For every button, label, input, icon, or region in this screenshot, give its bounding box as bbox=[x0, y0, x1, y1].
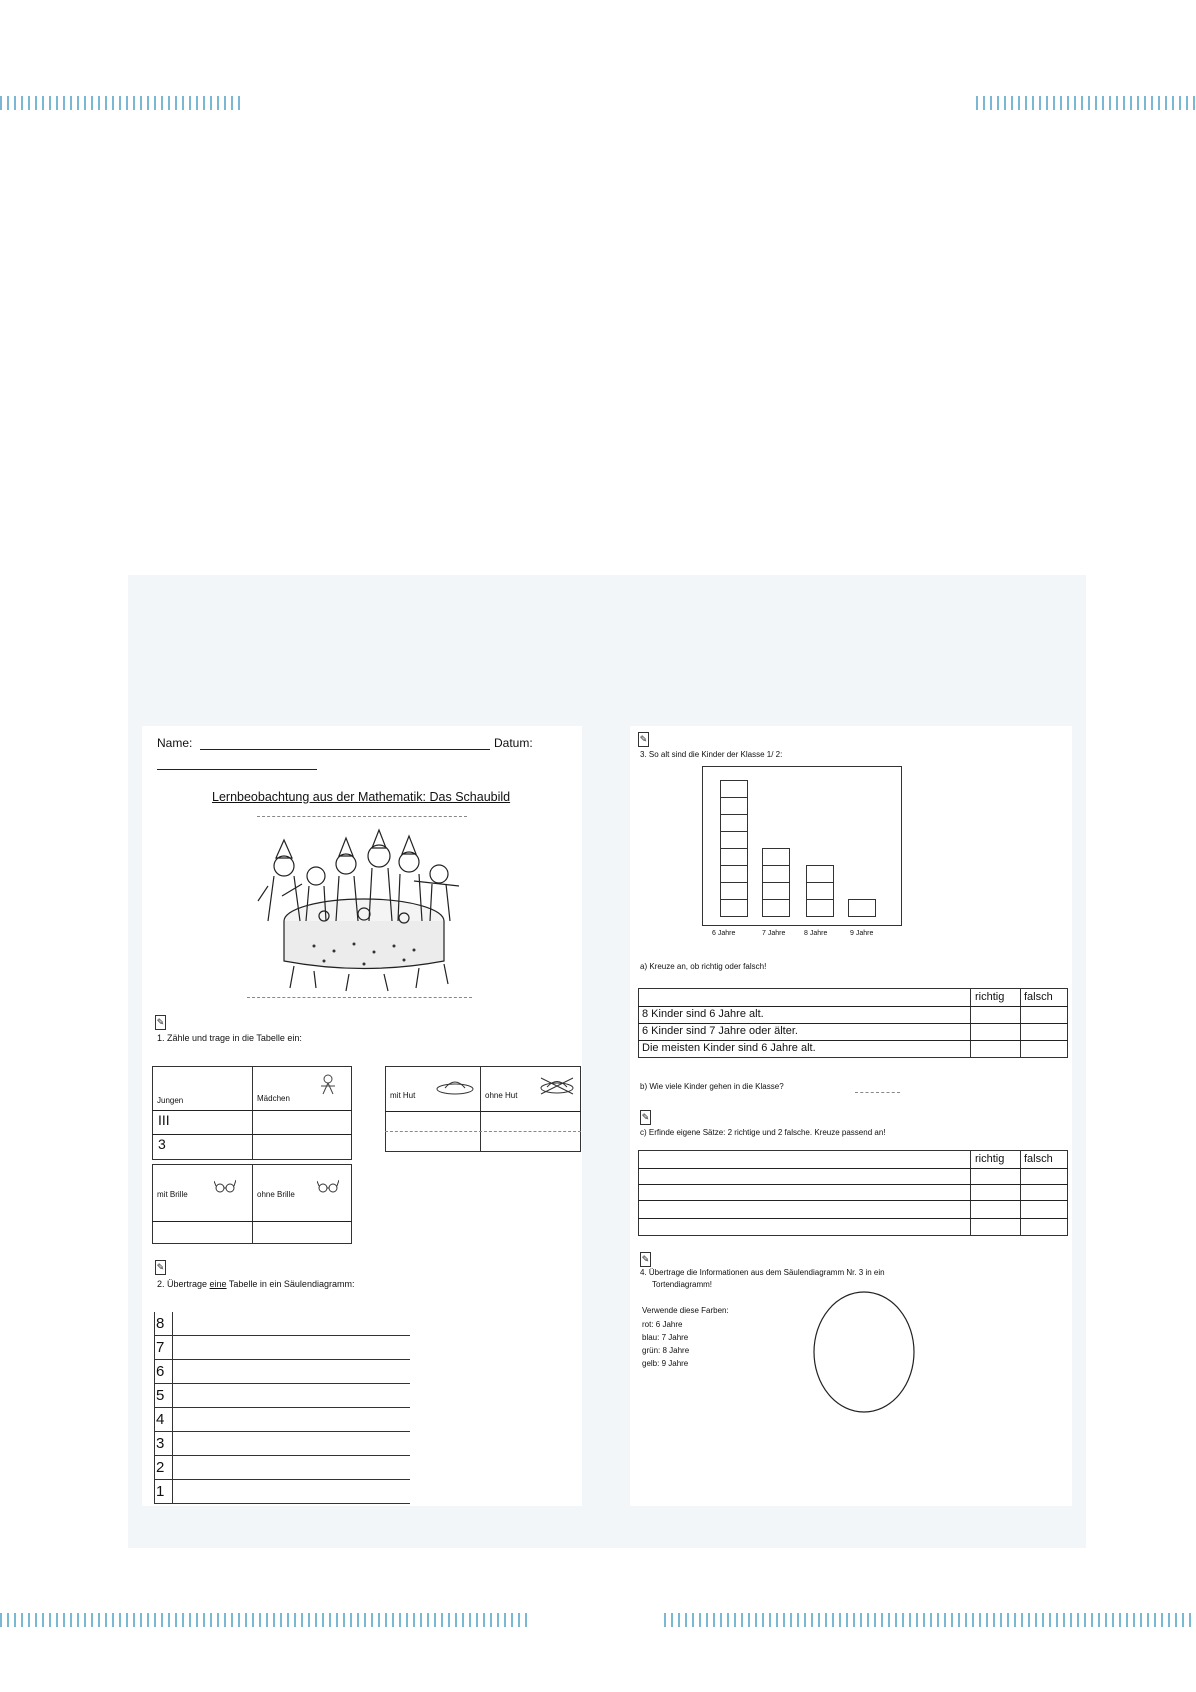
colors-title: Verwende diese Farben: bbox=[642, 1306, 729, 1315]
bottom-right-tick-rule bbox=[664, 1613, 1196, 1627]
child-head bbox=[430, 865, 448, 883]
task4-instruction-line1: 4. Übertrage die Informationen aus dem Säulendiagramm Nr. 3 in ein bbox=[640, 1268, 885, 1277]
task3c-pencil-icon: ✎ bbox=[640, 1110, 651, 1125]
bar-unit bbox=[720, 797, 748, 815]
col-without-hat: ohne Hut bbox=[485, 1091, 518, 1100]
bar-unit bbox=[848, 899, 876, 917]
grid-row: 7 bbox=[154, 1336, 410, 1360]
bar-unit bbox=[720, 780, 748, 798]
age-chart-labels bbox=[702, 930, 902, 944]
illustration-rule bbox=[247, 997, 472, 998]
color-legend-item: blau: 7 Jahre bbox=[642, 1333, 689, 1342]
bar-6-jahre bbox=[720, 780, 748, 916]
task4-pencil-icon: ✎ bbox=[640, 1252, 651, 1267]
bar-unit bbox=[806, 882, 834, 900]
child-head bbox=[399, 852, 419, 872]
bar-unit bbox=[762, 865, 790, 883]
pie-chart-circle bbox=[812, 1290, 916, 1414]
col-richtig: richtig bbox=[975, 991, 1005, 1003]
grid-row: 1 bbox=[154, 1480, 410, 1504]
bar-unit bbox=[720, 831, 748, 849]
col-girls: Mädchen bbox=[257, 1094, 290, 1103]
bar-unit bbox=[806, 865, 834, 883]
statement-3: Die meisten Kinder sind 6 Jahre alt. bbox=[642, 1042, 816, 1054]
grid-row: 5 bbox=[154, 1384, 410, 1408]
col-boys: Jungen bbox=[157, 1096, 184, 1105]
x-tick-label: 6 Jahre bbox=[712, 930, 736, 937]
task4-instruction-line2: Tortendiagramm! bbox=[652, 1280, 713, 1289]
worksheet-page-right bbox=[630, 726, 1072, 1506]
bar-unit bbox=[762, 848, 790, 866]
grid-row: 3 bbox=[154, 1432, 410, 1456]
grid-row: 4 bbox=[154, 1408, 410, 1432]
answer-line bbox=[855, 1092, 900, 1093]
bar-unit bbox=[720, 848, 748, 866]
grid-row: 8 bbox=[154, 1312, 410, 1336]
bar-8-jahre bbox=[806, 865, 834, 916]
statement-1: 8 Kinder sind 6 Jahre alt. bbox=[642, 1008, 764, 1020]
bottom-left-tick-rule bbox=[0, 1613, 530, 1627]
bar-9-jahre bbox=[848, 899, 876, 916]
child-head bbox=[307, 867, 325, 885]
child-head bbox=[274, 856, 294, 876]
x-tick-label: 8 Jahre bbox=[804, 930, 828, 937]
top-left-tick-rule bbox=[0, 96, 242, 110]
bar-unit bbox=[720, 899, 748, 917]
glasses-icon bbox=[214, 1178, 236, 1194]
grid-row: 2 bbox=[154, 1456, 410, 1480]
bar-7-jahre bbox=[762, 848, 790, 916]
x-tick-label: 9 Jahre bbox=[850, 930, 874, 937]
col-richtig: richtig bbox=[975, 1153, 1005, 1165]
task2-pencil-icon: ✎ bbox=[155, 1260, 166, 1275]
task3a-instruction: a) Kreuze an, ob richtig oder falsch! bbox=[640, 962, 767, 971]
col-with-hat: mit Hut bbox=[390, 1091, 416, 1100]
col-without-glasses: ohne Brille bbox=[257, 1190, 295, 1199]
hat-icon bbox=[435, 1076, 475, 1096]
date-label: Datum: bbox=[494, 736, 533, 750]
col-falsch: falsch bbox=[1024, 991, 1053, 1003]
statement-2: 6 Kinder sind 7 Jahre oder älter. bbox=[642, 1025, 798, 1037]
bar-unit bbox=[720, 865, 748, 883]
bar-unit bbox=[806, 899, 834, 917]
task3-instruction: 3. So alt sind die Kinder der Klasse 1/ 2: bbox=[640, 750, 783, 759]
bar-unit bbox=[762, 899, 790, 917]
task2-instruction: 2. Übertrage eine Tabelle in ein Säulendiagramm: bbox=[157, 1279, 355, 1289]
date-line bbox=[157, 769, 317, 770]
color-legend-item: gelb: 9 Jahre bbox=[642, 1359, 689, 1368]
crossed-hat-icon bbox=[537, 1074, 577, 1096]
child-head bbox=[336, 854, 356, 874]
party-illustration bbox=[254, 826, 474, 996]
name-label: Name: bbox=[157, 736, 193, 750]
task1-instruction: 1. Zähle und trage in die Tabelle ein: bbox=[157, 1033, 302, 1043]
task3b-question: b) Wie viele Kinder gehen in die Klasse? bbox=[640, 1082, 784, 1091]
color-legend-item: rot: 6 Jahre bbox=[642, 1320, 683, 1329]
grid-row: 6 bbox=[154, 1360, 410, 1384]
task1-pencil-icon: ✎ bbox=[155, 1015, 166, 1030]
bar-chart-grid bbox=[142, 1312, 422, 1508]
bar-unit bbox=[762, 882, 790, 900]
bar-unit bbox=[720, 882, 748, 900]
age-bar-chart bbox=[702, 766, 902, 926]
worksheet-page-left bbox=[142, 726, 582, 1506]
task3c-instruction: c) Erfinde eigene Sätze: 2 richtige und 2 falsche. Kreuze passend an! bbox=[640, 1128, 886, 1137]
title-rule bbox=[257, 816, 467, 817]
tally-marks: III bbox=[158, 1112, 170, 1128]
color-legend-item: grün: 8 Jahre bbox=[642, 1346, 690, 1355]
col-falsch: falsch bbox=[1024, 1153, 1053, 1165]
glasses-icon bbox=[317, 1178, 339, 1194]
girl-icon bbox=[317, 1072, 339, 1096]
page-title: Lernbeobachtung aus der Mathematik: Das Schaubild bbox=[212, 790, 511, 804]
count-boys: 3 bbox=[158, 1136, 166, 1152]
x-tick-label: 7 Jahre bbox=[762, 930, 786, 937]
name-line bbox=[200, 749, 490, 750]
top-right-tick-rule bbox=[976, 96, 1196, 110]
col-with-glasses: mit Brille bbox=[157, 1190, 188, 1199]
task3-pencil-icon: ✎ bbox=[638, 732, 649, 747]
bar-unit bbox=[720, 814, 748, 832]
